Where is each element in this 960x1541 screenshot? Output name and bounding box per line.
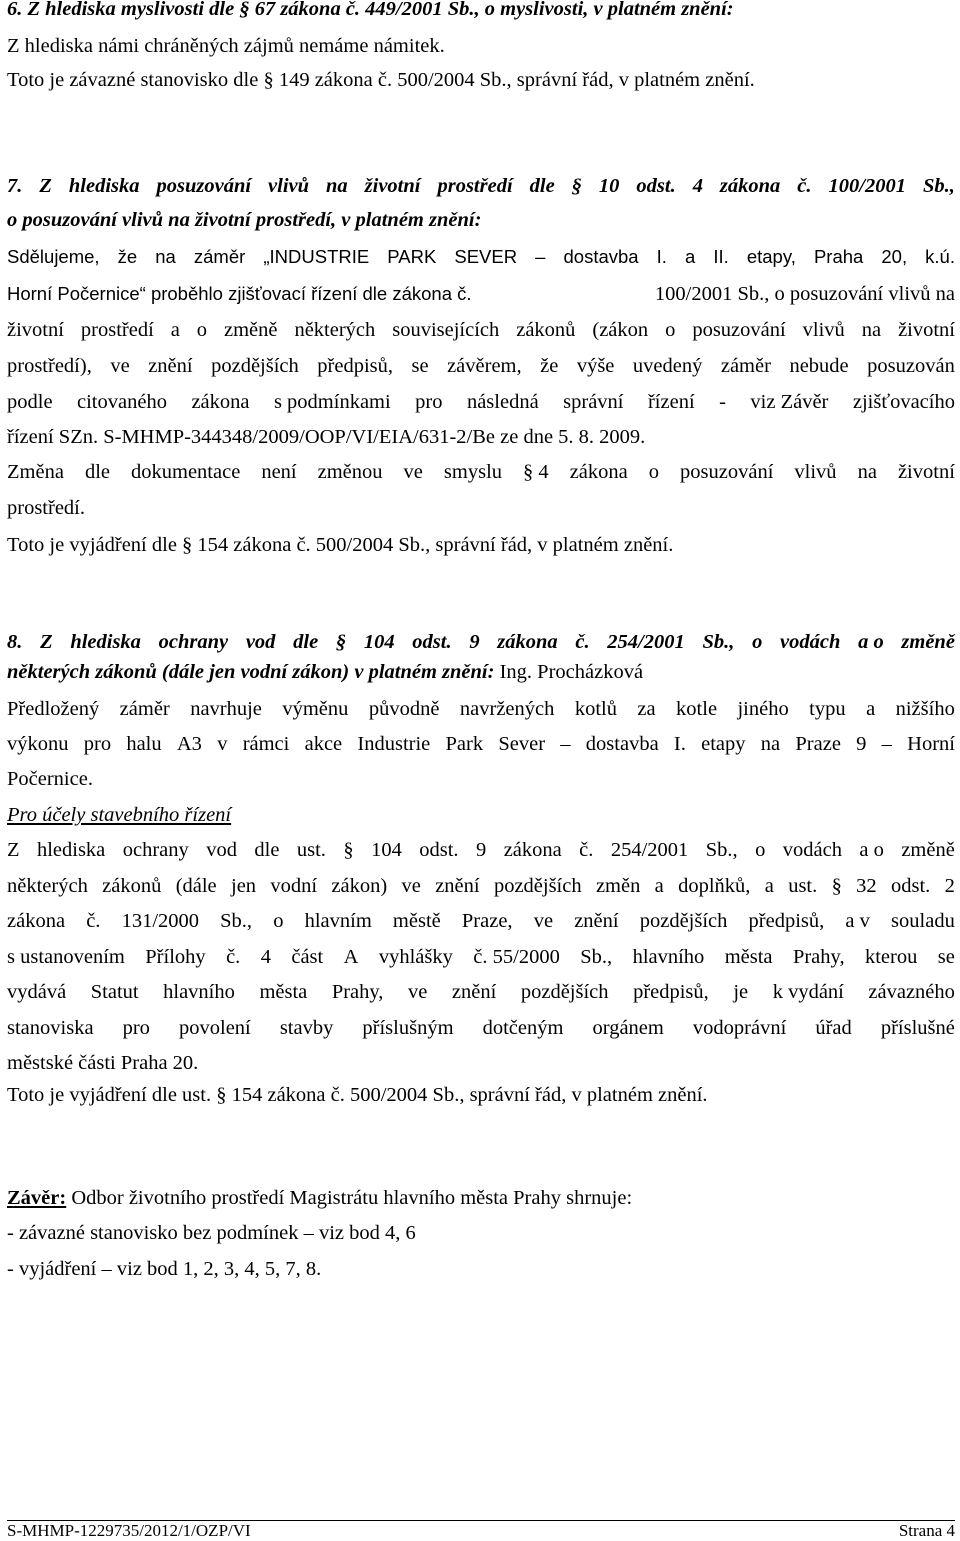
- section-7-para-line-1: Sdělujeme, že na záměr „INDUSTRIE PARK SEVER – dostavba I. a II. etapy, Praha 20, k.ú.: [7, 246, 955, 267]
- heading-word: vlivů: [268, 175, 310, 197]
- conclusion-text: Odbor životního prostředí Magistrátu hlavního města Prahy shrnuje:: [66, 1187, 633, 1209]
- section-7-para-last: řízení SZn. S-MHMP-344348/2009/OOP/VI/EIA/631-2/Be ze dne 5. 8. 2009.: [7, 426, 646, 448]
- heading-word: zákona: [719, 175, 781, 197]
- section-7-para-line-3: životní prostředí a o změně některých souvisejících zákonů (zákon o posuzování vlivů na životní: [7, 319, 955, 341]
- section-7-para-line-2: Horní Počernice“ proběhlo zjišťovací řízení dle zákona č. 100/2001 Sb., o posuzování vlivů na: [7, 283, 955, 305]
- heading-word: prostředí: [437, 175, 513, 197]
- heading-word: Z: [39, 175, 52, 197]
- section-7-change-line-2: prostředí.: [7, 497, 85, 519]
- section-7-statement: Toto je vyjádření dle § 154 zákona č. 500/2004 Sb., správní řád, v platném znění.: [7, 534, 674, 556]
- heading-word: posuzování: [156, 175, 252, 197]
- section-8-para2-line-4: s ustanovením Přílohy č. 4 část A vyhlášky č. 55/2000 Sb., hlavního města Prahy, kterou se: [7, 946, 955, 968]
- footer-page-number: Strana 4: [898, 1521, 955, 1540]
- heading-word: §: [571, 175, 582, 197]
- section-8-para2-line-5: vydává Statut hlavního města Prahy, ve znění pozdějších předpisů, je k vydání závazného: [7, 981, 955, 1003]
- heading-word: 4: [692, 175, 703, 197]
- heading-word: 7.: [7, 175, 23, 197]
- section-7-para-line-5: podle citovaného zákona s podmínkami pro následná správní řízení - viz Závěr zjišťovacího: [7, 391, 955, 413]
- conclusion-item-2: - vyjádření – viz bod 1, 2, 3, 4, 5, 7, 8.: [7, 1258, 322, 1280]
- section-8-para2-line-6: stanoviska pro povolení stavby příslušným dotčeným orgánem vodoprávní úřad příslušné: [7, 1017, 955, 1039]
- heading-word: na: [326, 175, 348, 197]
- section-8-para2-last: městské části Praha 20.: [7, 1052, 199, 1074]
- heading-word: dle: [529, 175, 555, 197]
- heading-word: Sb.,: [922, 175, 955, 197]
- section-8-heading-cont: [7, 660, 643, 684]
- section-7-change-line-1: Změna dle dokumentace není změnou ve smyslu § 4 zákona o posuzování vlivů na životní: [7, 461, 955, 483]
- heading-word: odst.: [636, 175, 676, 197]
- section-7-para-line-4: prostředí), ve znění pozdějších předpisů, se závěrem, že výše uvedený záměr nebude posuzován: [7, 355, 955, 377]
- heading-word: 10: [598, 175, 620, 197]
- heading-word: č.: [797, 175, 812, 197]
- section-8-para2-line-2: některých zákonů (dále jen vodní zákon) ve znění pozdějších změn a doplňků, a ust. § 32 odst. 2: [7, 875, 955, 897]
- section-8-person: Ing. Procházková: [494, 661, 644, 683]
- section-7-heading: [7, 174, 955, 198]
- heading-word: hlediska: [68, 175, 140, 197]
- section-8-heading: 8. Z hlediska ochrany vod dle § 104 odst. 9 zákona č. 254/2001 Sb., o vodách a o změně: [7, 631, 955, 653]
- heading-word: životní: [364, 175, 421, 197]
- section-8-para2-line-3: zákona č. 131/2000 Sb., o hlavním městě Praze, ve znění pozdějších předpisů, a v souladu: [7, 910, 955, 932]
- section-6-heading: 6. Z hlediska myslivosti dle § 67 zákona č. 449/2001 Sb., o myslivosti, v platném znění:: [7, 0, 734, 20]
- conclusion-label: Závěr:: [7, 1187, 67, 1209]
- section-8-subheading: Pro účely stavebního řízení: [7, 804, 232, 826]
- conclusion-line: [7, 1186, 632, 1210]
- section-8-para1-line-2: výkonu pro halu A3 v rámci akce Industrie Park Sever – dostavba I. etapy na Praze 9 – Horní: [7, 733, 955, 755]
- section-6-line-2: Toto je závazné stanovisko dle § 149 zákona č. 500/2004 Sb., správní řád, v platném znění.: [7, 69, 755, 91]
- page-footer: [7, 1520, 955, 1540]
- section-8-statement: Toto je vyjádření dle ust. § 154 zákona č. 500/2004 Sb., správní řád, v platném znění.: [7, 1084, 708, 1106]
- section-8-heading-text: některých zákonů (dále jen vodní zákon) v platném znění:: [7, 661, 495, 683]
- heading-word: 100/2001: [828, 175, 906, 197]
- section-8-para2-line-1: Z hlediska ochrany vod dle ust. § 104 odst. 9 zákona č. 254/2001 Sb., o vodách a o změně: [7, 839, 955, 861]
- section-7-heading-cont: o posuzování vlivů na životní prostředí, v platném znění:: [7, 209, 482, 231]
- footer-reference: S-MHMP-1229735/2012/1/OZP/VI: [7, 1521, 251, 1540]
- section-8-para1-line-1: Předložený záměr navrhuje výměnu původně navržených kotlů za kotle jiného typu a nižšího: [7, 698, 955, 720]
- conclusion-item-1: - závazné stanovisko bez podmínek – viz bod 4, 6: [7, 1222, 416, 1244]
- section-8-para1-last: Počernice.: [7, 768, 93, 790]
- section-6-line-1: Z hlediska námi chráněných zájmů nemáme námitek.: [7, 35, 445, 57]
